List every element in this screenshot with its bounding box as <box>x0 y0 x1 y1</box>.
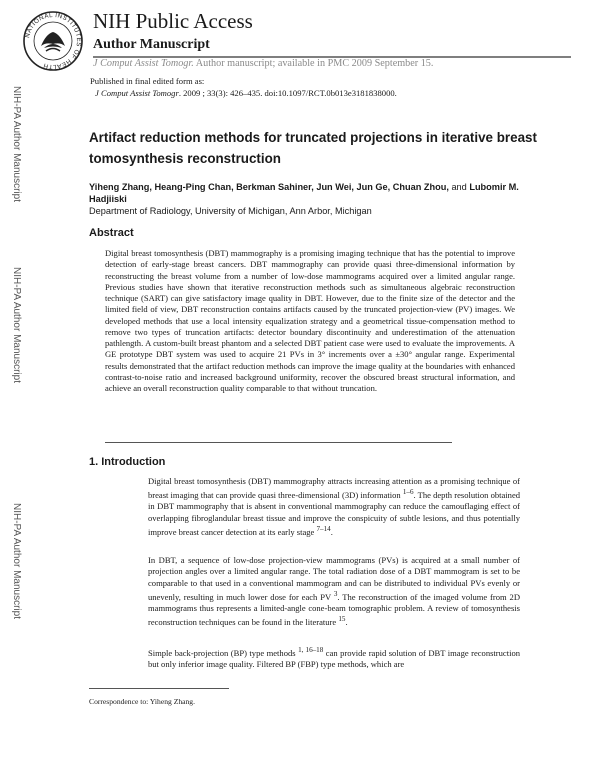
publication-journal: J Comput Assist Tomogr <box>95 88 179 98</box>
side-label-text: NIH-PA Author Manuscript <box>11 503 22 619</box>
correspondence-footnote: Correspondence to: Yiheng Zhang. <box>89 697 196 706</box>
article-title: Artifact reduction methods for truncated projections in iterative breast tomosynthesis reconstruction <box>89 130 537 166</box>
seal-text: NATIONAL INSTITUTES OF HEALTH <box>24 11 83 71</box>
author-list <box>89 182 559 205</box>
intro-p3-text-a: Simple back-projection (BP) type methods <box>148 647 299 658</box>
intro-p3-text-b: can provide rapid solution of DBT image reconstruction but only inferior image quality. Filtered BP (FBP) type methods, which are <box>148 647 521 670</box>
header-journal: J Comput Assist Tomogr. <box>93 58 194 69</box>
publication-details: . 2009 ; 33(3): 426–435. doi:10.1097/RCT.0b013e3181838000. <box>178 88 397 98</box>
intro-paragraph-1 <box>148 476 520 538</box>
side-label-text: NIH-PA Author Manuscript <box>11 267 22 383</box>
abstract-divider <box>105 442 452 443</box>
author-manuscript-label: Author Manuscript <box>93 37 210 52</box>
intro-p2-text-b: . The reconstruction of the imaged volume from 2D mammograms thus represents a limited-angle cone-beam tomographic problem. A review of tomosynthesis reconstruction techniques can be found in the literature <box>148 591 520 627</box>
hhs-eagle-seal-icon <box>22 10 84 72</box>
header-citation <box>93 58 433 69</box>
published-in-label: Published in final edited form as: <box>90 76 205 86</box>
authors-primary: Yiheng Zhang, Heang-Ping Chan, Berkman Sahiner, Jun Wei, Jun Ge, Chuan Zhou, <box>89 182 449 192</box>
intro-p1-text-c: . <box>330 526 333 537</box>
citation-ref[interactable]: 15 <box>338 615 346 624</box>
citation-ref[interactable]: 3 <box>333 589 338 598</box>
authors-last: Lubomir M. Hadjiiski <box>89 182 519 204</box>
footnote-divider <box>89 688 229 689</box>
abstract-body: Digital breast tomosynthesis (DBT) mammography is a promising imaging technique that has the potential to improve detection of early-stage breast cancers. DBT mammography can provide quasi three-dimensional information by reconstructing the breast volume from a number of low-dose mammograms acquired over a limited angular range. Previous studies have shown that iterative reconstruction methods such as simultaneous algebraic reconstruction technique (SART) can give satisfactory image quality in DBT. However, due to the finite size of the detector and the limited field of view, DBT reconstruction contains artifacts caused by the truncated projection-view (PV) images. We developed methods that use a local intensity equalization strategy and a geometrical tissue-compensation method to remove two types of truncation artifacts: detector boundary discontinuity and underestimation of the attenuation pathlength. A custom-built breast phantom and a selected DBT patient case were used to evaluate the improvements. A GE prototype DBT system was used to acquire 21 PVs in 3° increments over a ±30° angular range. Experimental results demonstrated that the artifact reduction methods can improve the image quality at the boundaries with enhanced contrast-to-noise ratio and increased background uniformity, recover the obscured breast structural information, and achieve an overall reconstruction quality comparable to that without truncation. <box>105 248 515 393</box>
abstract-heading: Abstract <box>89 227 134 239</box>
citation-ref[interactable]: 1–6 <box>402 488 414 497</box>
nih-seal-logo <box>22 10 84 72</box>
side-label-top <box>11 86 25 236</box>
citation-ref[interactable]: 7–14 <box>316 524 331 533</box>
nih-public-access-title: NIH Public Access <box>93 9 253 33</box>
intro-paragraph-2 <box>148 555 520 628</box>
intro-p2-text-c: . <box>345 616 348 627</box>
citation-ref[interactable]: 1, 16–18 <box>298 646 324 654</box>
intro-p2-text-a: In DBT, a sequence of low-dose projection-view mammograms (PVs) is acquired at a small number of projection angles over a limited angular range. The total radiation dose of a DBT mammogram is set to be comparable to that used in a conventional mammogram and can be distributed to individual PVs evenly or unevenly, resulting in much lower dose for each PV <box>148 555 520 602</box>
side-label-text: NIH-PA Author Manuscript <box>11 86 22 202</box>
intro-p1-text-b: . The depth resolution obtained in DBT mammography that is absent in conventional mammography can reduce the camouflaging effect of overlapping fibroglandular breast tissue and improve the conspicuity of subtle lesions, and thus potentially improve breast cancer detection at its early stage <box>148 490 521 537</box>
side-label-middle <box>11 267 25 417</box>
side-label-bottom <box>11 503 25 653</box>
affiliation: Department of Radiology, University of Michigan, Ann Arbor, Michigan <box>89 206 372 216</box>
intro-paragraph-3 <box>148 645 520 670</box>
header-availability: Author manuscript; available in PMC 2009 September 15. <box>193 58 434 69</box>
intro-p1-text-a: Digital breast tomosynthesis (DBT) mammography attracts increasing attention as a promising technique of breast imaging that can provide quasi three-dimensional (3D) information <box>148 476 520 501</box>
publication-citation[interactable] <box>95 88 397 98</box>
introduction-heading: 1. Introduction <box>89 456 166 468</box>
authors-conjunction: and <box>448 182 470 192</box>
